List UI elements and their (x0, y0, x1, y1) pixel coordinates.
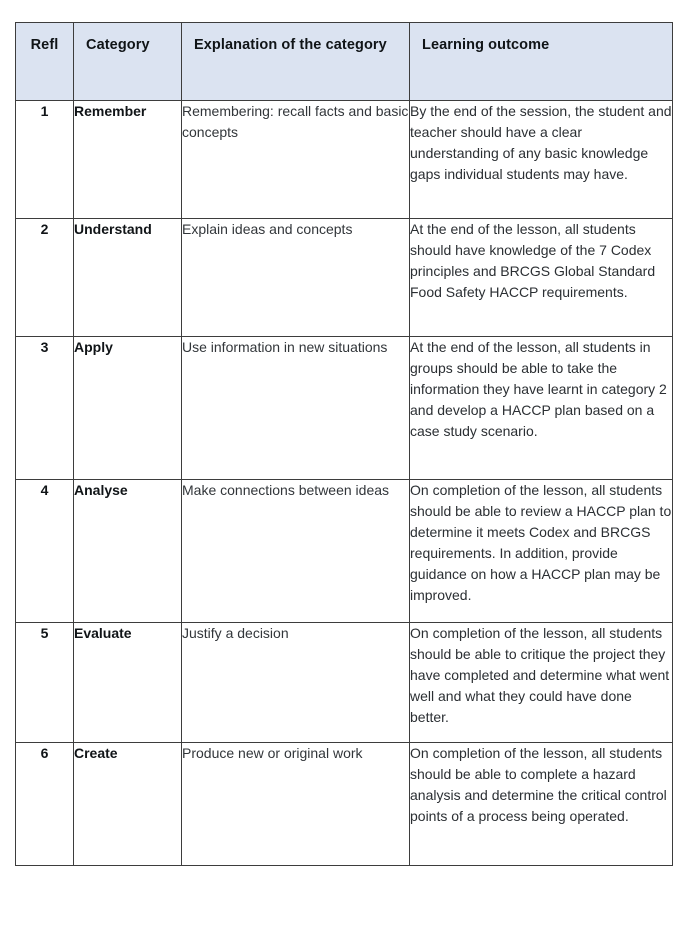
cell-explanation: Use information in new situations (182, 337, 410, 480)
taxonomy-table (15, 22, 673, 866)
table-row (16, 219, 673, 337)
table-body (16, 101, 673, 866)
cell-outcome: On completion of the lesson, all students should be able to review a HACCP plan to determine it meets Codex and BRCGS requirements. In addition, provide guidance on how a HACCP plan may be improved. (410, 480, 673, 623)
cell-explanation: Remembering: recall facts and basic concepts (182, 101, 410, 219)
table-container (15, 22, 672, 866)
table-row (16, 480, 673, 623)
cell-category: Remember (74, 101, 182, 219)
cell-category: Create (74, 743, 182, 866)
header-row (16, 23, 673, 101)
column-header-refl: Refl (16, 23, 74, 101)
cell-category: Analyse (74, 480, 182, 623)
cell-outcome: On completion of the lesson, all students should be able to critique the project they have completed and determine what went well and what they could have done better. (410, 623, 673, 743)
cell-outcome: At the end of the lesson, all students should have knowledge of the 7 Codex principles and BRCGS Global Standard Food Safety HACCP requirements. (410, 219, 673, 337)
cell-category: Understand (74, 219, 182, 337)
cell-explanation: Explain ideas and concepts (182, 219, 410, 337)
column-header-learning-outcome: Learning outcome (410, 23, 673, 101)
cell-refl: 3 (16, 337, 74, 480)
cell-refl: 6 (16, 743, 74, 866)
cell-explanation: Make connections between ideas (182, 480, 410, 623)
cell-outcome: On completion of the lesson, all students should be able to complete a hazard analysis and determine the critical control points of a process being operated. (410, 743, 673, 866)
column-header-category: Category (74, 23, 182, 101)
table-row (16, 623, 673, 743)
cell-category: Evaluate (74, 623, 182, 743)
table-row (16, 101, 673, 219)
cell-refl: 4 (16, 480, 74, 623)
column-header-explanation: Explanation of the category (182, 23, 410, 101)
cell-refl: 1 (16, 101, 74, 219)
cell-explanation: Justify a decision (182, 623, 410, 743)
table-row (16, 337, 673, 480)
cell-category: Apply (74, 337, 182, 480)
table-header (16, 23, 673, 101)
cell-outcome: By the end of the session, the student and teacher should have a clear understanding of any basic knowledge gaps individual students may have. (410, 101, 673, 219)
cell-refl: 5 (16, 623, 74, 743)
cell-explanation: Produce new or original work (182, 743, 410, 866)
cell-outcome: At the end of the lesson, all students in groups should be able to take the information they have learnt in category 2 and develop a HACCP plan based on a case study scenario. (410, 337, 673, 480)
table-row (16, 743, 673, 866)
cell-refl: 2 (16, 219, 74, 337)
